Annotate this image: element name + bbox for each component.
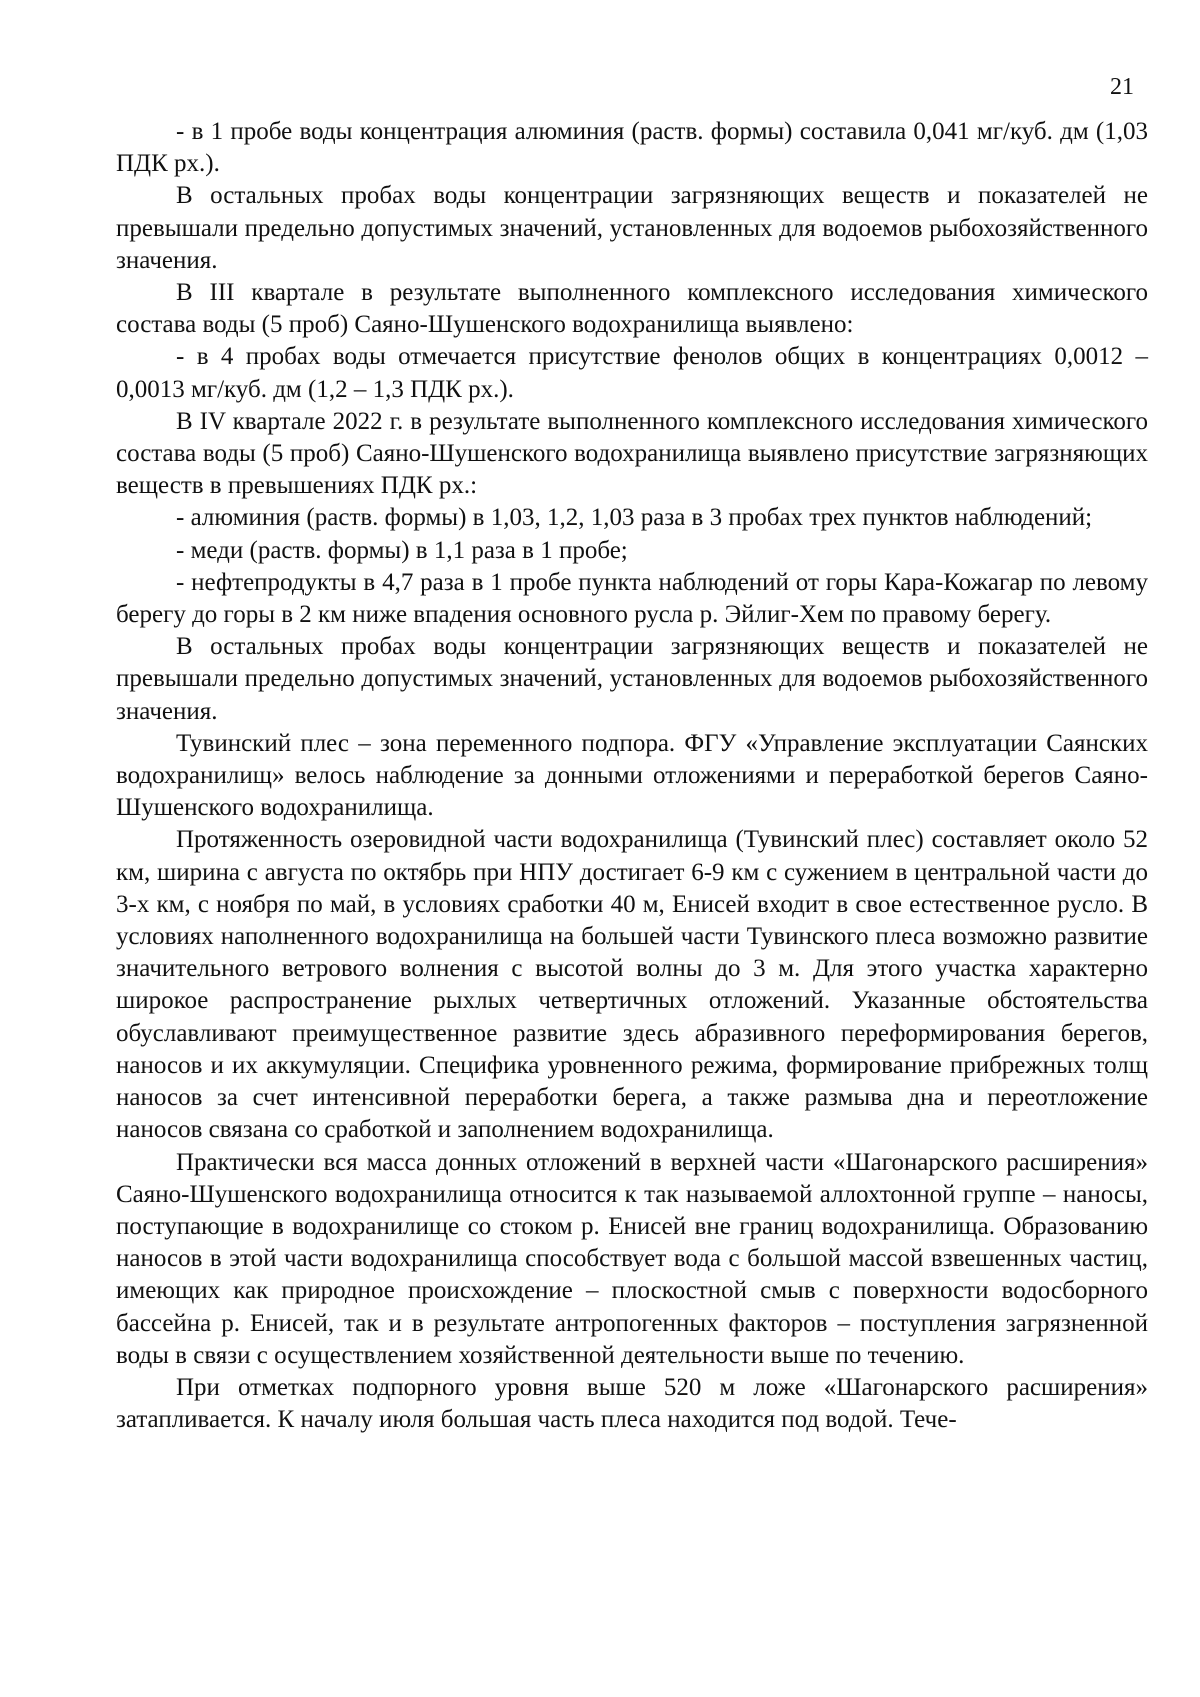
page-number: 21: [1110, 74, 1134, 100]
paragraph-tuva-reach: Тувинский плес – зона переменного подпора. ФГУ «Управление эксплуатации Саянских водохранилищ» велось наблюдение за донными отложениями и переработкой берегов Саяно-Шушенского водохранилища.: [116, 729, 1148, 822]
paragraph-q3-phenols: - в 4 пробах воды отмечается присутствие фенолов общих в концентрациях 0,0012 – 0,0013 мг/куб. дм (1,2 – 1,3 ПДК рх.).: [116, 343, 1148, 403]
paragraph-water-levels: При отметках подпорного уровня выше 520 м ложе «Шагонарского расширения» затапливается. К началу июля большая часть плеса находится под водой. Тече-: [116, 1373, 1148, 1434]
paragraph-q4-oil-products: - нефтепродукты в 4,7 раза в 1 пробе пункта наблюдений от горы Кара-Кожагар по левому берегу до горы в 2 км ниже впадения основного русла р. Эйлиг-Хем по правому берегу.: [116, 568, 1148, 629]
paragraph-q4-aluminium: - алюминия (раств. формы) в 1,03, 1,2, 1,03 раза в 3 пробах трех пунктов наблюдений;: [176, 504, 1093, 532]
paragraph-other-samples-q4: В остальных пробах воды концентрации загрязняющих веществ и показателей не превышали предельно допустимых значений, установленных для водоемов рыбохозяйственного значения.: [116, 633, 1148, 725]
paragraph-q3-intro: В III квартале в результате выполненного комплексного исследования химического состава воды (5 проб) Саяно-Шушенского водохранилища выявлено:: [116, 279, 1148, 339]
paragraph-other-samples-q2: В остальных пробах воды концентрации загрязняющих веществ и показателей не превышали предельно допустимых значений, установленных для водоемов рыбохозяйственного значения.: [116, 182, 1148, 274]
document-body: [116, 116, 1148, 1436]
paragraph-aluminium-sample: - в 1 пробе воды концентрация алюминия (раств. формы) составила 0,041 мг/куб. дм (1,03 ПДК рх.).: [116, 118, 1148, 178]
paragraph-q4-copper: - меди (раств. формы) в 1,1 раза в 1 пробе;: [176, 536, 628, 564]
paragraph-reservoir-extent: Протяженность озеровидной части водохранилища (Тувинский плес) составляет около 52 км, ширина с августа по октябрь при НПУ достигает 6-9 км с сужением в центральной части до 3-х км, с ноября по май, в условиях сработки 40 м, Енисей входит в свое естественное русло. В условиях наполненного водохранилища на большей части Тувинского плеса возможно развитие значительного ветрового волнения с высотой волны до 3 м. Для этого участка характерно широкое распространение рыхлых четвертичных отложений. Указанные обстоятельства обуславливают преимущественное развитие здесь абразивного переформирования берегов, наносов и их аккумуляции. Специфика уровненного режима, формирование прибрежных толщ наносов за счет интенсивной переработки берега, а также размыва дна и переотложение наносов связана со сработкой и заполнением водохранилища.: [116, 826, 1148, 1144]
paragraph-q4-intro: В IV квартале 2022 г. в результате выполненного комплексного исследования химического состава воды (5 проб) Саяно-Шушенского водохранилища выявлено присутствие загрязняющих веществ в превышениях ПДК рх.:: [116, 407, 1148, 500]
paragraph-bottom-sediments: Практически вся масса донных отложений в верхней части «Шагонарского расширения» Саяно-Шушенского водохранилища относится к так называемой аллохтонной группе – наносы, поступающие в водохранилище со стоком р. Енисей вне границ водохранилища. Образованию наносов в этой части водохранилища способствует вода с большой массой взвешенных частиц, имеющих как природное происхождение – плоскостной смыв с поверхности водосборного бассейна р. Енисей, так и в результате антропогенных факторов – поступления загрязненной воды в связи с осуществлением хозяйственной деятельности выше по течению.: [116, 1148, 1148, 1369]
